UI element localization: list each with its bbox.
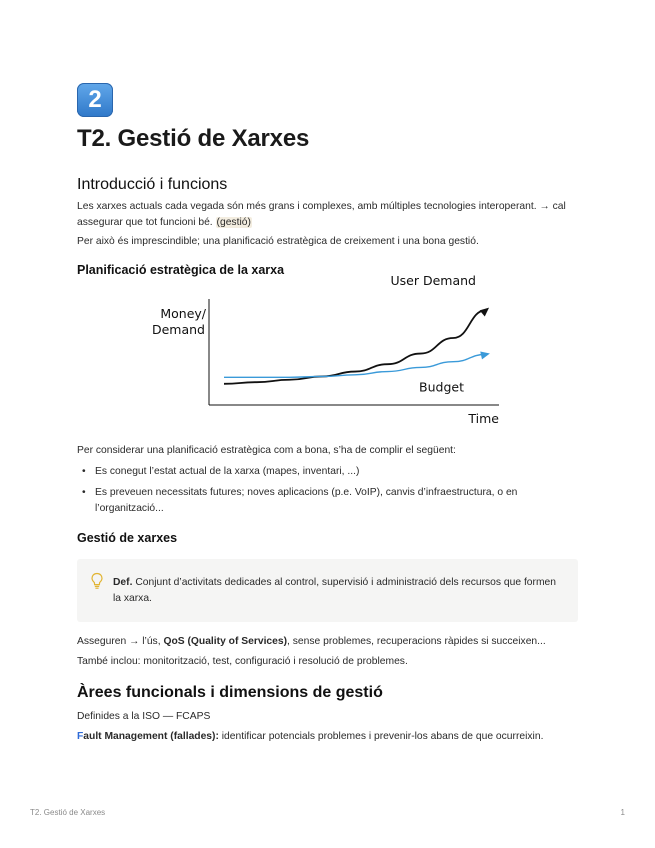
chart-series-label: Budget (419, 379, 464, 395)
planning-bullet-list (77, 464, 582, 522)
areas-paragraph-1: Definides a la ISO — FCAPS (77, 711, 211, 722)
page-title: T2. Gestió de Xarxes (77, 125, 310, 152)
fault-term: ault Management (fallades): (83, 731, 219, 742)
chart-ylabel-line1: Money/ (160, 306, 206, 321)
fault-initial-letter: F (77, 731, 84, 742)
qos-suffix: , sense problemes, recuperacions ràpides si succeixen... (287, 636, 546, 647)
list-item: • Es conegut l’estat actual de la xarxa (mapes, inventari, ...) (77, 464, 582, 480)
chart-series-arrowhead (480, 308, 489, 317)
intro-paragraph-2: Per això és imprescindible; una planificació estratègica de creixement i una bona gestió. (77, 236, 479, 247)
footer-title: T2. Gestió de Xarxes (30, 808, 106, 817)
section-heading-areas: Àrees funcionals i dimensions de gestió (77, 684, 383, 701)
callout-definition: Conjunt d’activitats dedicades al control, supervisió i administració dels recursos que formen la xarxa. (113, 577, 556, 604)
chart-series-arrowhead (480, 352, 490, 360)
fault-description: identificar potencials problemes i prevenir-los abans de que ocurreixin. (218, 731, 544, 742)
callout-text (113, 575, 558, 607)
qos-term: QoS (Quality of Services) (163, 636, 288, 647)
planning-paragraph: Per considerar una planificació estratègica com a bona, s’ha de complir el següent: (77, 445, 456, 456)
list-item: • Es preveuen necessitats futures; noves aplicacions (p.e. VoIP), canvis d’infraestructura, o en l’organització... (77, 485, 582, 517)
chart-series-line (224, 310, 486, 384)
intro-text: Les xarxes actuals cada vegada són més grans i complexes, amb múltiples tecnologies interoperant. → cal assegurar que tot funcioni bé. (77, 201, 566, 228)
chart-ylabel-line2: Demand (151, 322, 205, 337)
number-badge: 2 (77, 83, 113, 117)
highlight-gestio: (gestió) (216, 217, 251, 228)
qos-prefix: Asseguren → l’ús, (77, 636, 161, 647)
intro-paragraph-1 (77, 199, 582, 231)
chart-series-label: User Demand (390, 273, 476, 289)
definition-callout (77, 559, 578, 622)
management-paragraph-1 (77, 634, 582, 650)
footer-page-number: 1 (620, 808, 625, 817)
chart-xlabel: Time (468, 411, 499, 426)
section-heading-management: Gestió de xarxes (77, 531, 178, 545)
section-heading-planning: Planificació estratègica de la xarxa (77, 263, 285, 277)
section-heading-intro: Introducció i funcions (77, 176, 228, 193)
chart-series-line (224, 354, 486, 377)
demand-budget-chart (148, 273, 508, 429)
fault-management-paragraph (77, 729, 582, 745)
management-paragraph-2: També inclou: monitorització, test, configuració i resolució de problemes. (77, 656, 408, 667)
lightbulb-icon (90, 572, 104, 590)
callout-def-label: Def. (113, 577, 133, 588)
